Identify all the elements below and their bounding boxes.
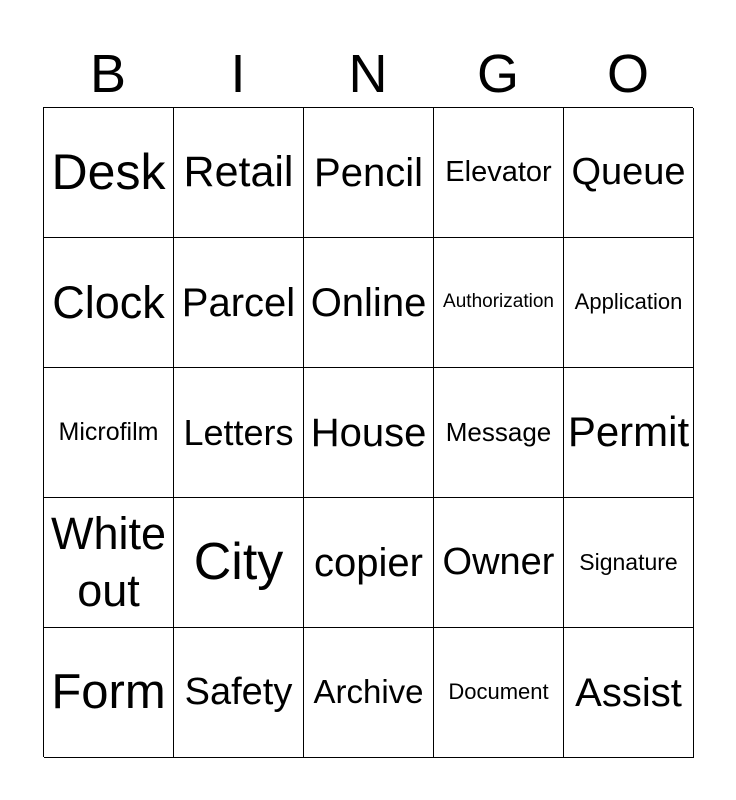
cell-word: copier	[314, 540, 423, 585]
bingo-cell[interactable]	[44, 498, 174, 628]
cell-word: Retail	[183, 147, 294, 196]
bingo-cell[interactable]	[434, 108, 564, 238]
cell-word: Document	[448, 679, 549, 705]
cell-word: City	[193, 532, 284, 591]
cell-word: House	[310, 410, 427, 455]
bingo-cell[interactable]	[564, 108, 694, 238]
cell-word: Letters	[183, 411, 294, 453]
cell-word: Parcel	[181, 280, 296, 325]
cell-word: Safety	[184, 670, 293, 713]
cell-word: Microfilm	[58, 417, 159, 446]
cell-word: Online	[310, 280, 427, 325]
bingo-cell[interactable]	[174, 628, 304, 758]
header-letter-n: N	[348, 44, 388, 104]
bingo-cell[interactable]	[304, 108, 434, 238]
bingo-cell[interactable]	[304, 368, 434, 498]
cell-word: White out	[50, 508, 167, 616]
cell-word: Owner	[442, 540, 555, 583]
bingo-cell[interactable]	[174, 368, 304, 498]
bingo-cell[interactable]	[564, 498, 694, 628]
cell-word: Application	[574, 289, 683, 315]
cell-word: Permit	[567, 408, 690, 456]
cell-word: Archive	[313, 673, 424, 711]
cell-word: Pencil	[314, 150, 423, 195]
bingo-board	[43, 107, 693, 757]
bingo-cell[interactable]	[304, 238, 434, 368]
bingo-cell[interactable]	[174, 108, 304, 238]
header-letter-i: I	[230, 44, 246, 104]
bingo-cell[interactable]	[44, 108, 174, 238]
cell-word: Desk	[51, 144, 166, 200]
bingo-header	[43, 40, 693, 108]
cell-word: Elevator	[445, 155, 552, 188]
bingo-cell[interactable]	[564, 238, 694, 368]
header-letter-g: G	[476, 44, 519, 104]
cell-word: Authorization	[443, 291, 554, 313]
bingo-cell[interactable]	[304, 498, 434, 628]
bingo-cell[interactable]	[174, 498, 304, 628]
bingo-cell[interactable]	[304, 628, 434, 758]
cell-word: Queue	[571, 150, 686, 193]
bingo-cell[interactable]	[434, 368, 564, 498]
cell-word: Signature	[579, 548, 678, 575]
header-letter-b: B	[89, 44, 127, 104]
bingo-cell[interactable]	[174, 238, 304, 368]
bingo-cell[interactable]	[44, 628, 174, 758]
cell-word: Clock	[52, 276, 165, 328]
cell-word: Form	[51, 664, 166, 719]
header-letter-o: O	[606, 44, 649, 104]
bingo-cell[interactable]	[44, 238, 174, 368]
bingo-cell[interactable]	[564, 628, 694, 758]
cell-word: Assist	[575, 670, 682, 715]
bingo-cell[interactable]	[44, 368, 174, 498]
bingo-cell[interactable]	[434, 498, 564, 628]
cell-word: Message	[445, 417, 552, 448]
bingo-cell[interactable]	[434, 628, 564, 758]
bingo-cell[interactable]	[564, 368, 694, 498]
bingo-cell[interactable]	[434, 238, 564, 368]
